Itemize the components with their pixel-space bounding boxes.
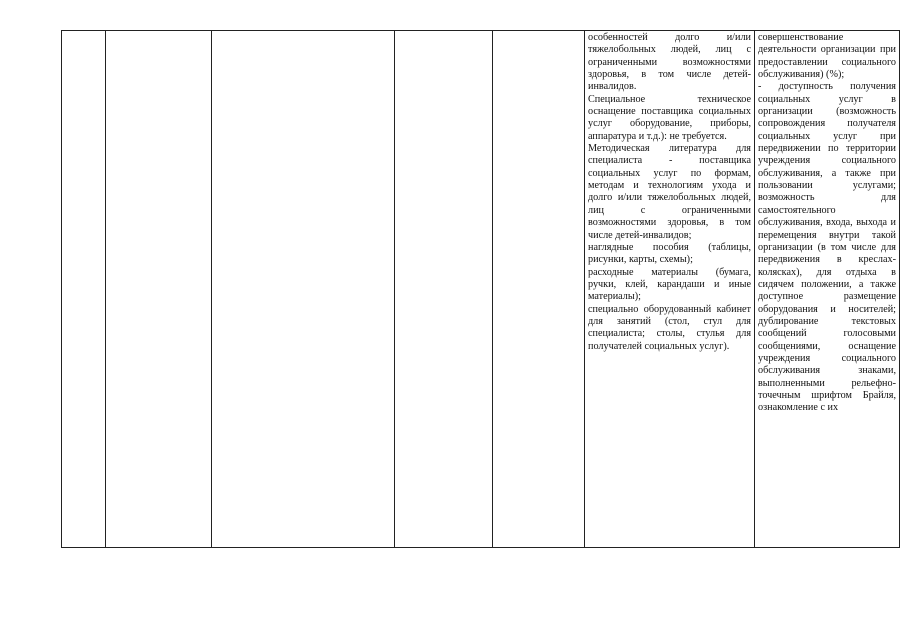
conditions-paragraph: специально оборудованный кабинет для занятий (стол, стул для специалиста; столы, стулья для получателей социальных услуг). [588,303,751,352]
table-cell-col1 [62,31,106,548]
services-table [61,30,900,548]
indicators-paragraph: - доступность получения социальных услуг в организации (возможность сопровождения получателя социальных услуг при передвижении по территории учреждения социального обслуживания, а также при пользовании услугами; возможность для самостоятельного обслуживания, входа, выхода и перемещения внутри такой организации (в том числе для передвижения в креслах-колясках), для отдыха в сидячем положении, а также доступное размещение оборудования и носителей; дублирование текстовых сообщений голосовыми сообщениями, оснащение учреждения социального обслуживания знаками, выполненными рельефно-точечным шрифтом Брайля, ознакомление с их [758,81,896,414]
conditions-paragraph: расходные материалы (бумага, ручки, клей, карандаши и иные материалы); [588,266,751,303]
table-cell-col2 [106,31,212,548]
conditions-paragraph: наглядные пособия (таблицы, рисунки, карты, схемы); [588,241,751,266]
table-cell-conditions [585,31,755,548]
table-cell-col5 [493,31,585,548]
indicators-paragraph: совершенствование деятельности организации при предоставлении социального обслуживания) (%); [758,32,896,81]
table-cell-col3 [212,31,395,548]
table-cell-col4 [395,31,493,548]
conditions-paragraph: Методическая литература для специалиста - поставщика социальных услуг по формам, методам и технологиям ухода и долго и/или тяжелобольных людей, лиц с ограниченными возможностями здоровья, в том числе детей-инвалидов; [588,143,751,241]
table-row [62,31,900,548]
table-cell-quality-indicators [755,31,900,548]
conditions-paragraph: особенностей долго и/или тяжелобольных людей, лиц с ограниченными возможностями здоровья, в том числе детей-инвалидов. [588,32,751,93]
conditions-paragraph: Специальное техническое оснащение поставщика социальных услуг оборудование, приборы, аппаратура и т.д.): не требуется. [588,93,751,142]
